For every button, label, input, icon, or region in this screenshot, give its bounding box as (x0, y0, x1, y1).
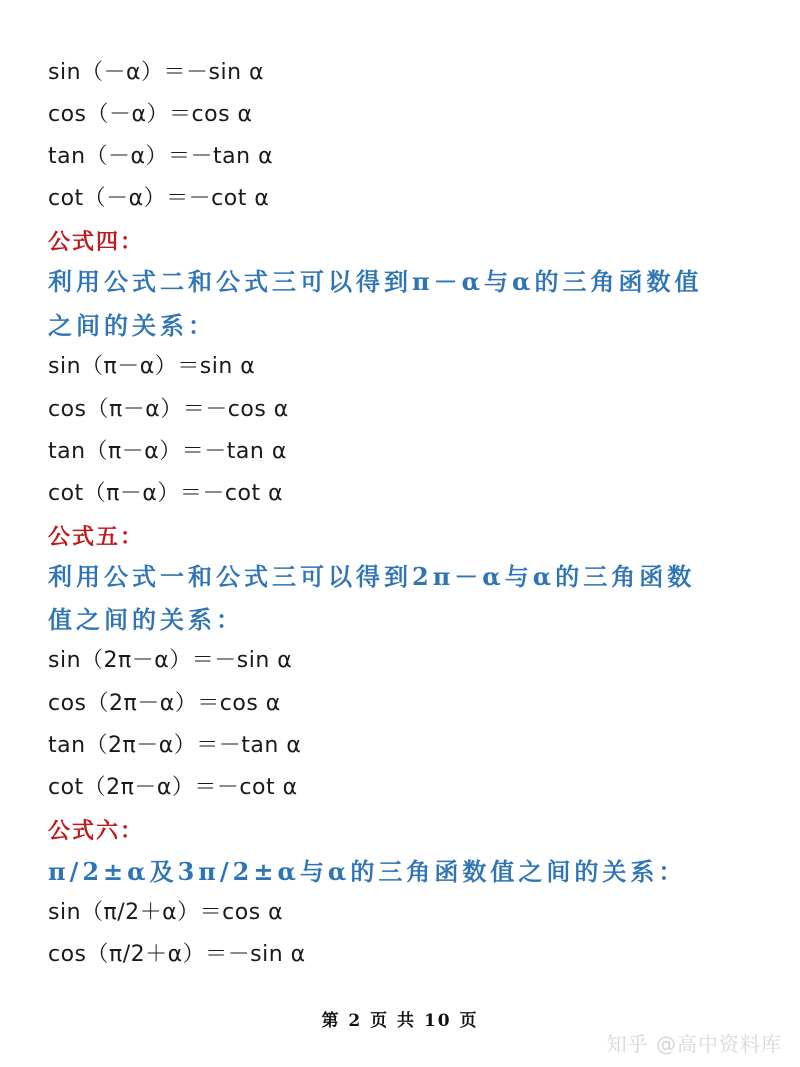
formula-line: cos（－α）＝cos α (48, 102, 253, 127)
formula-line: tan（2π－α）＝－tan α (48, 733, 302, 758)
formula-line: sin（π－α）＝sin α (48, 354, 256, 379)
formula-line: cos（2π－α）＝cos α (48, 691, 281, 716)
formula-line: sin（π/2＋α）＝cos α (48, 900, 284, 925)
formula-line: sin（2π－α）＝－sin α (48, 648, 293, 673)
formula-line: cos（π/2＋α）＝－sin α (48, 942, 306, 967)
formula-line: cot（π－α）＝－cot α (48, 481, 284, 506)
watermark: 知乎 @高中资料库 (606, 1032, 782, 1056)
section-description: 利用公式一和公式三可以得到2π－α与α的三角函数 (48, 562, 696, 591)
page-number: 第 2 页 共 10 页 (321, 1011, 479, 1031)
formula-line: cot（2π－α）＝－cot α (48, 775, 298, 800)
formula-line: cos（π－α）＝－cos α (48, 397, 289, 422)
formula-line: sin（－α）＝－sin α (48, 60, 265, 85)
formula-line: cot（－α）＝－cot α (48, 186, 270, 211)
section-heading: 公式四： (48, 229, 145, 255)
section-description: π/2±α及3π/2±α与α的三角函数值之间的关系： (48, 857, 687, 886)
section-heading: 公式五： (48, 524, 145, 550)
formula-line: tan（π－α）＝－tan α (48, 439, 287, 464)
section-description: 之间的关系： (48, 311, 216, 340)
section-heading: 公式六： (48, 818, 145, 844)
section-description: 利用公式二和公式三可以得到π－α与α的三角函数值 (48, 267, 703, 296)
formula-line: tan（－α）＝－tan α (48, 144, 274, 169)
section-description: 值之间的关系： (48, 605, 244, 634)
